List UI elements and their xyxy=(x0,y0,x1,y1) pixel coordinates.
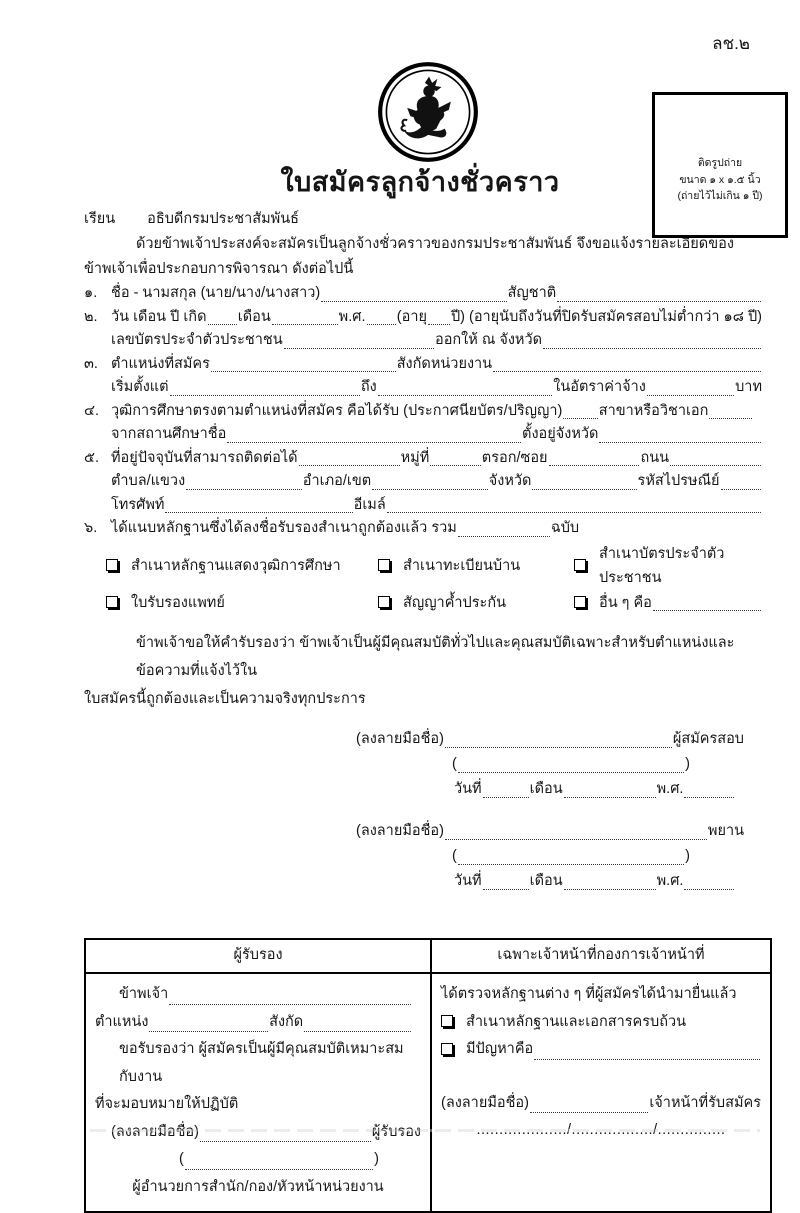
day-field xyxy=(483,797,529,798)
paren-close: ) xyxy=(685,756,690,772)
address-label: ที่อยู่ปัจจุบันที่สามารถติดต่อได้ xyxy=(111,449,298,466)
birth-month-field xyxy=(272,324,338,325)
province-label: จังหวัด xyxy=(488,473,532,489)
to-label: ถึง xyxy=(360,379,377,395)
checkbox-label: สำเนาหลักฐานแสดงวุฒิการศึกษา xyxy=(131,557,341,574)
officer-section xyxy=(432,974,770,1211)
salutation-label: เรียน xyxy=(84,211,116,227)
moo-label: หมู่ที่ xyxy=(400,449,430,466)
department-seal-icon xyxy=(376,60,480,164)
year-field xyxy=(684,797,734,798)
birth-month-label: เดือน xyxy=(237,308,271,325)
checkbox-label: สำเนาทะเบียนบ้าน xyxy=(403,557,521,574)
certifier-footer: ผู้อำนวยการสำนัก/กอง/หัวหน้าหน่วยงาน xyxy=(132,1178,384,1195)
item-5-address xyxy=(84,447,762,518)
month-label: เดือน xyxy=(529,873,563,889)
applicant-signature-block xyxy=(356,727,744,802)
start-date-field xyxy=(170,395,360,396)
date-label: วันที่ xyxy=(454,873,482,889)
certifier-printed-name-field xyxy=(185,1169,373,1170)
birth-year-field xyxy=(367,324,396,325)
item-5-number: ๕. xyxy=(84,449,100,466)
form-code: ลช.๒ xyxy=(712,34,750,53)
day-field xyxy=(483,889,529,890)
checkbox-medical-certificate[interactable] xyxy=(106,596,118,608)
item-4-education xyxy=(84,400,762,447)
item-1-number: ๑. xyxy=(84,285,98,301)
start-date-label: เริ่มตั้งแต่ xyxy=(111,379,169,395)
other-doc-field xyxy=(653,610,761,611)
item-1-name xyxy=(84,282,762,306)
id-card-field xyxy=(284,348,434,349)
checkbox-label: มีปัญหาคือ xyxy=(466,1041,534,1057)
age-field xyxy=(428,324,450,325)
paren-open: ( xyxy=(452,848,457,864)
checkbox-other[interactable] xyxy=(574,596,586,608)
checkbox-label: ใบรับรองแพทย์ xyxy=(131,594,225,611)
checkbox-label: อื่น ๆ คือ xyxy=(599,594,652,611)
checkbox-label: สำเนาหลักฐานและเอกสารครบถ้วน xyxy=(466,1013,687,1030)
wage-label: ในอัตราค่าจ้าง xyxy=(553,379,646,395)
id-card-label: เลขบัตรประจำตัวประชาชน xyxy=(111,332,283,348)
certification-table xyxy=(84,938,772,1213)
certifier-section xyxy=(86,974,432,1211)
witness-sign-label: (ลงลายมือชื่อ) xyxy=(356,823,444,839)
doc-count-unit-label: ฉบับ xyxy=(550,520,580,536)
item-2-number: ๒. xyxy=(84,308,98,325)
age-close-label: ปี) (อายุนับถึงวันที่ปิดรับสมัครสอบไม่ต่ำกว่า ๑๘ ปี) xyxy=(450,308,762,325)
photo-box-line-1: ติดรูปถ่าย xyxy=(697,156,743,169)
school-field xyxy=(227,442,521,443)
intro-line-2: ข้าพเจ้าเพื่อประกอบการพิจารณา ดังต่อไปนี้ xyxy=(84,261,354,277)
major-field xyxy=(709,418,752,419)
baht-label: บาท xyxy=(735,379,762,395)
checkbox-label: สัญญาค้ำประกัน xyxy=(403,594,507,611)
declaration-line-1: ข้าพเจ้าขอให้คำรับรองว่า ข้าพเจ้าเป็นผู้มีคุณสมบัติทั่วไปและคุณสมบัติเฉพาะสำหรับตำแหน่งและข้อความที่แจ้งไว้ใน xyxy=(136,635,735,679)
item-3-position xyxy=(84,353,762,400)
school-province-label: ตั้งอยู่จังหวัด xyxy=(522,426,599,442)
officer-checked-label: ได้ตรวจหลักฐานต่าง ๆ ที่ผู้สมัครได้นำมายื่นแล้ว xyxy=(441,986,737,1002)
witness-role-label: พยาน xyxy=(707,823,744,839)
checkbox-item-id-card-copy xyxy=(574,542,762,591)
checkbox-label: สำเนาบัตรประจำตัวประชาชน xyxy=(599,545,725,586)
checkbox-house-registration[interactable] xyxy=(378,559,390,571)
paren-open: ( xyxy=(179,1151,184,1167)
name-label: ชื่อ - นามสกุล (นาย/นาง/นางสาว) xyxy=(111,285,321,301)
name-field xyxy=(321,301,506,302)
postcode-field xyxy=(721,489,761,490)
unit-label: สังกัดหน่วยงาน xyxy=(396,355,493,372)
email-label: อีเมล์ xyxy=(353,496,386,513)
checkbox-guarantee-contract[interactable] xyxy=(378,596,390,608)
issued-at-label: ออกให้ ณ จังหวัด xyxy=(434,332,543,348)
province-field xyxy=(532,489,636,490)
month-field xyxy=(564,797,656,798)
checkbox-item-education-copy xyxy=(106,542,378,591)
officer-role-label: เจ้าหน้าที่รับสมัคร xyxy=(649,1094,761,1111)
certifier-name-field xyxy=(169,1004,411,1005)
soi-field xyxy=(549,465,640,466)
declaration-line-2: ใบสมัครนี้ถูกต้องและเป็นความจริงทุกประการ xyxy=(84,691,366,707)
attached-docs-label: ได้แนบหลักฐานซึ่งได้ลงชื่อรับรองสำเนาถูกต้องแล้ว รวม xyxy=(111,520,457,536)
birth-day-field xyxy=(208,324,237,325)
checkbox-problem[interactable] xyxy=(441,1043,453,1055)
district-field xyxy=(372,489,488,490)
certifier-i-am-label: ข้าพเจ้า xyxy=(119,986,169,1002)
certifier-unit-label: สังกัด xyxy=(269,1013,304,1030)
item-6-number: ๖. xyxy=(84,520,98,536)
intro-line-1: ด้วยข้าพเจ้าประสงค์จะสมัครเป็นลูกจ้างชั่วคราวของกรมประชาสัมพันธ์ จึงขอแจ้งรายละเอียดของ xyxy=(136,236,734,252)
paren-close: ) xyxy=(374,1151,379,1167)
certifier-signature-field xyxy=(200,1141,371,1142)
photo-box-line-3: (ถ่ายไว้ไม่เกิน ๑ ปี) xyxy=(677,190,763,203)
witness-signature-field xyxy=(445,839,707,840)
road-field xyxy=(670,465,761,466)
page-bottom-artifact xyxy=(90,1129,760,1132)
soi-label: ตรอก/ซอย xyxy=(481,449,548,466)
photo-box-line-2: ขนาด ๑ x ๑.๕ นิ้ว xyxy=(679,173,761,186)
postcode-label: รหัสไปรษณีย์ xyxy=(637,473,720,489)
era-label: พ.ศ. xyxy=(656,781,684,797)
paren-open: ( xyxy=(452,756,457,772)
applicant-sign-label: (ลงลายมือชื่อ) xyxy=(356,731,444,747)
item-3-number: ๓. xyxy=(84,355,98,372)
age-open-label: (อายุ xyxy=(396,308,427,325)
certifier-header: ผู้รับรอง xyxy=(86,940,432,974)
wage-field xyxy=(647,395,734,396)
document-checkbox-grid xyxy=(106,542,762,616)
subdistrict-field xyxy=(186,489,302,490)
date-label: วันที่ xyxy=(454,781,482,797)
unit-field xyxy=(493,371,761,372)
officer-date-line: ..................../................../............... xyxy=(476,1122,726,1138)
qualification-label: วุฒิการศึกษาตรงตามตำแหน่งที่สมัคร คือได้รับ (ประกาศนียบัตร/ปริญญา) xyxy=(111,402,563,419)
checkbox-item-other xyxy=(574,591,762,616)
paren-close: ) xyxy=(685,848,690,864)
month-label: เดือน xyxy=(529,781,563,797)
certifier-unit-field xyxy=(304,1031,411,1032)
checkbox-item-guarantee-contract xyxy=(378,591,574,616)
position-field xyxy=(211,371,396,372)
checkbox-documents-complete[interactable] xyxy=(441,1015,453,1027)
phone-label: โทรศัพท์ xyxy=(111,496,165,513)
school-province-field xyxy=(599,442,761,443)
district-label: อำเภอ/เขต xyxy=(302,473,372,489)
issued-province-field xyxy=(543,348,761,349)
checkbox-id-card-copy[interactable] xyxy=(574,559,586,571)
applicant-role-label: ผู้สมัครสอบ xyxy=(672,731,744,747)
officer-checkbox-item-problem xyxy=(441,1036,761,1064)
birth-era-label: พ.ศ. xyxy=(338,308,366,325)
birthdate-label: วัน เดือน ปี เกิด xyxy=(111,308,207,325)
era-label: พ.ศ. xyxy=(656,873,684,889)
form-title: ใบสมัครลูกจ้างชั่วคราว xyxy=(280,167,560,197)
officer-checkbox-item-complete xyxy=(441,1009,761,1037)
moo-field xyxy=(430,465,481,466)
checkbox-item-medical-certificate xyxy=(106,591,378,616)
certifier-statement-line-2: ที่จะมอบหมายให้ปฏิบัติ xyxy=(95,1096,239,1112)
checkbox-education-copy[interactable] xyxy=(106,559,118,571)
certifier-sign-label: (ลงลายมือชื่อ) xyxy=(111,1123,199,1140)
year-field xyxy=(684,889,734,890)
major-label: สาขาหรือวิชาเอก xyxy=(598,402,709,419)
position-label: ตำแหน่งที่สมัคร xyxy=(111,355,210,372)
road-label: ถนน xyxy=(640,449,670,466)
doc-count-field xyxy=(458,536,550,537)
month-field xyxy=(564,889,656,890)
email-field xyxy=(387,512,761,513)
certifier-position-field xyxy=(149,1031,268,1032)
applicant-signature-field xyxy=(445,747,672,748)
item-4-number: ๔. xyxy=(84,402,100,419)
address-field xyxy=(299,465,400,466)
certifier-position-label: ตำแหน่ง xyxy=(95,1013,149,1030)
item-6-documents xyxy=(84,517,762,541)
declaration xyxy=(84,629,762,713)
checkbox-item-house-registration xyxy=(378,542,574,591)
phone-field xyxy=(165,512,352,513)
certifier-role-label: ผู้รับรอง xyxy=(371,1123,421,1140)
officer-sign-label: (ลงลายมือชื่อ) xyxy=(441,1094,529,1111)
witness-name-field xyxy=(458,864,684,865)
qualification-field xyxy=(563,418,597,419)
item-2-birthdate xyxy=(84,306,762,353)
subdistrict-label: ตำบล/แขวง xyxy=(111,473,186,489)
applicant-name-field xyxy=(458,772,684,773)
nationality-label: สัญชาติ xyxy=(507,285,557,301)
officer-signature-field xyxy=(530,1112,648,1113)
certifier-statement-line-1: ขอรับรองว่า ผู้สมัครเป็นผู้มีคุณสมบัติเหมาะสมกับงาน xyxy=(119,1041,404,1085)
problem-field xyxy=(534,1059,760,1060)
witness-signature-block xyxy=(356,819,744,894)
officer-header: เฉพาะเจ้าหน้าที่กองการเจ้าหน้าที่ xyxy=(432,940,770,974)
end-date-field xyxy=(378,395,552,396)
salutation-value: อธิบดีกรมประชาสัมพันธ์ xyxy=(147,211,299,227)
form-header xyxy=(0,0,800,202)
school-label: จากสถานศึกษาชื่อ xyxy=(111,426,227,442)
form-body xyxy=(0,202,800,894)
nationality-field xyxy=(557,301,761,302)
